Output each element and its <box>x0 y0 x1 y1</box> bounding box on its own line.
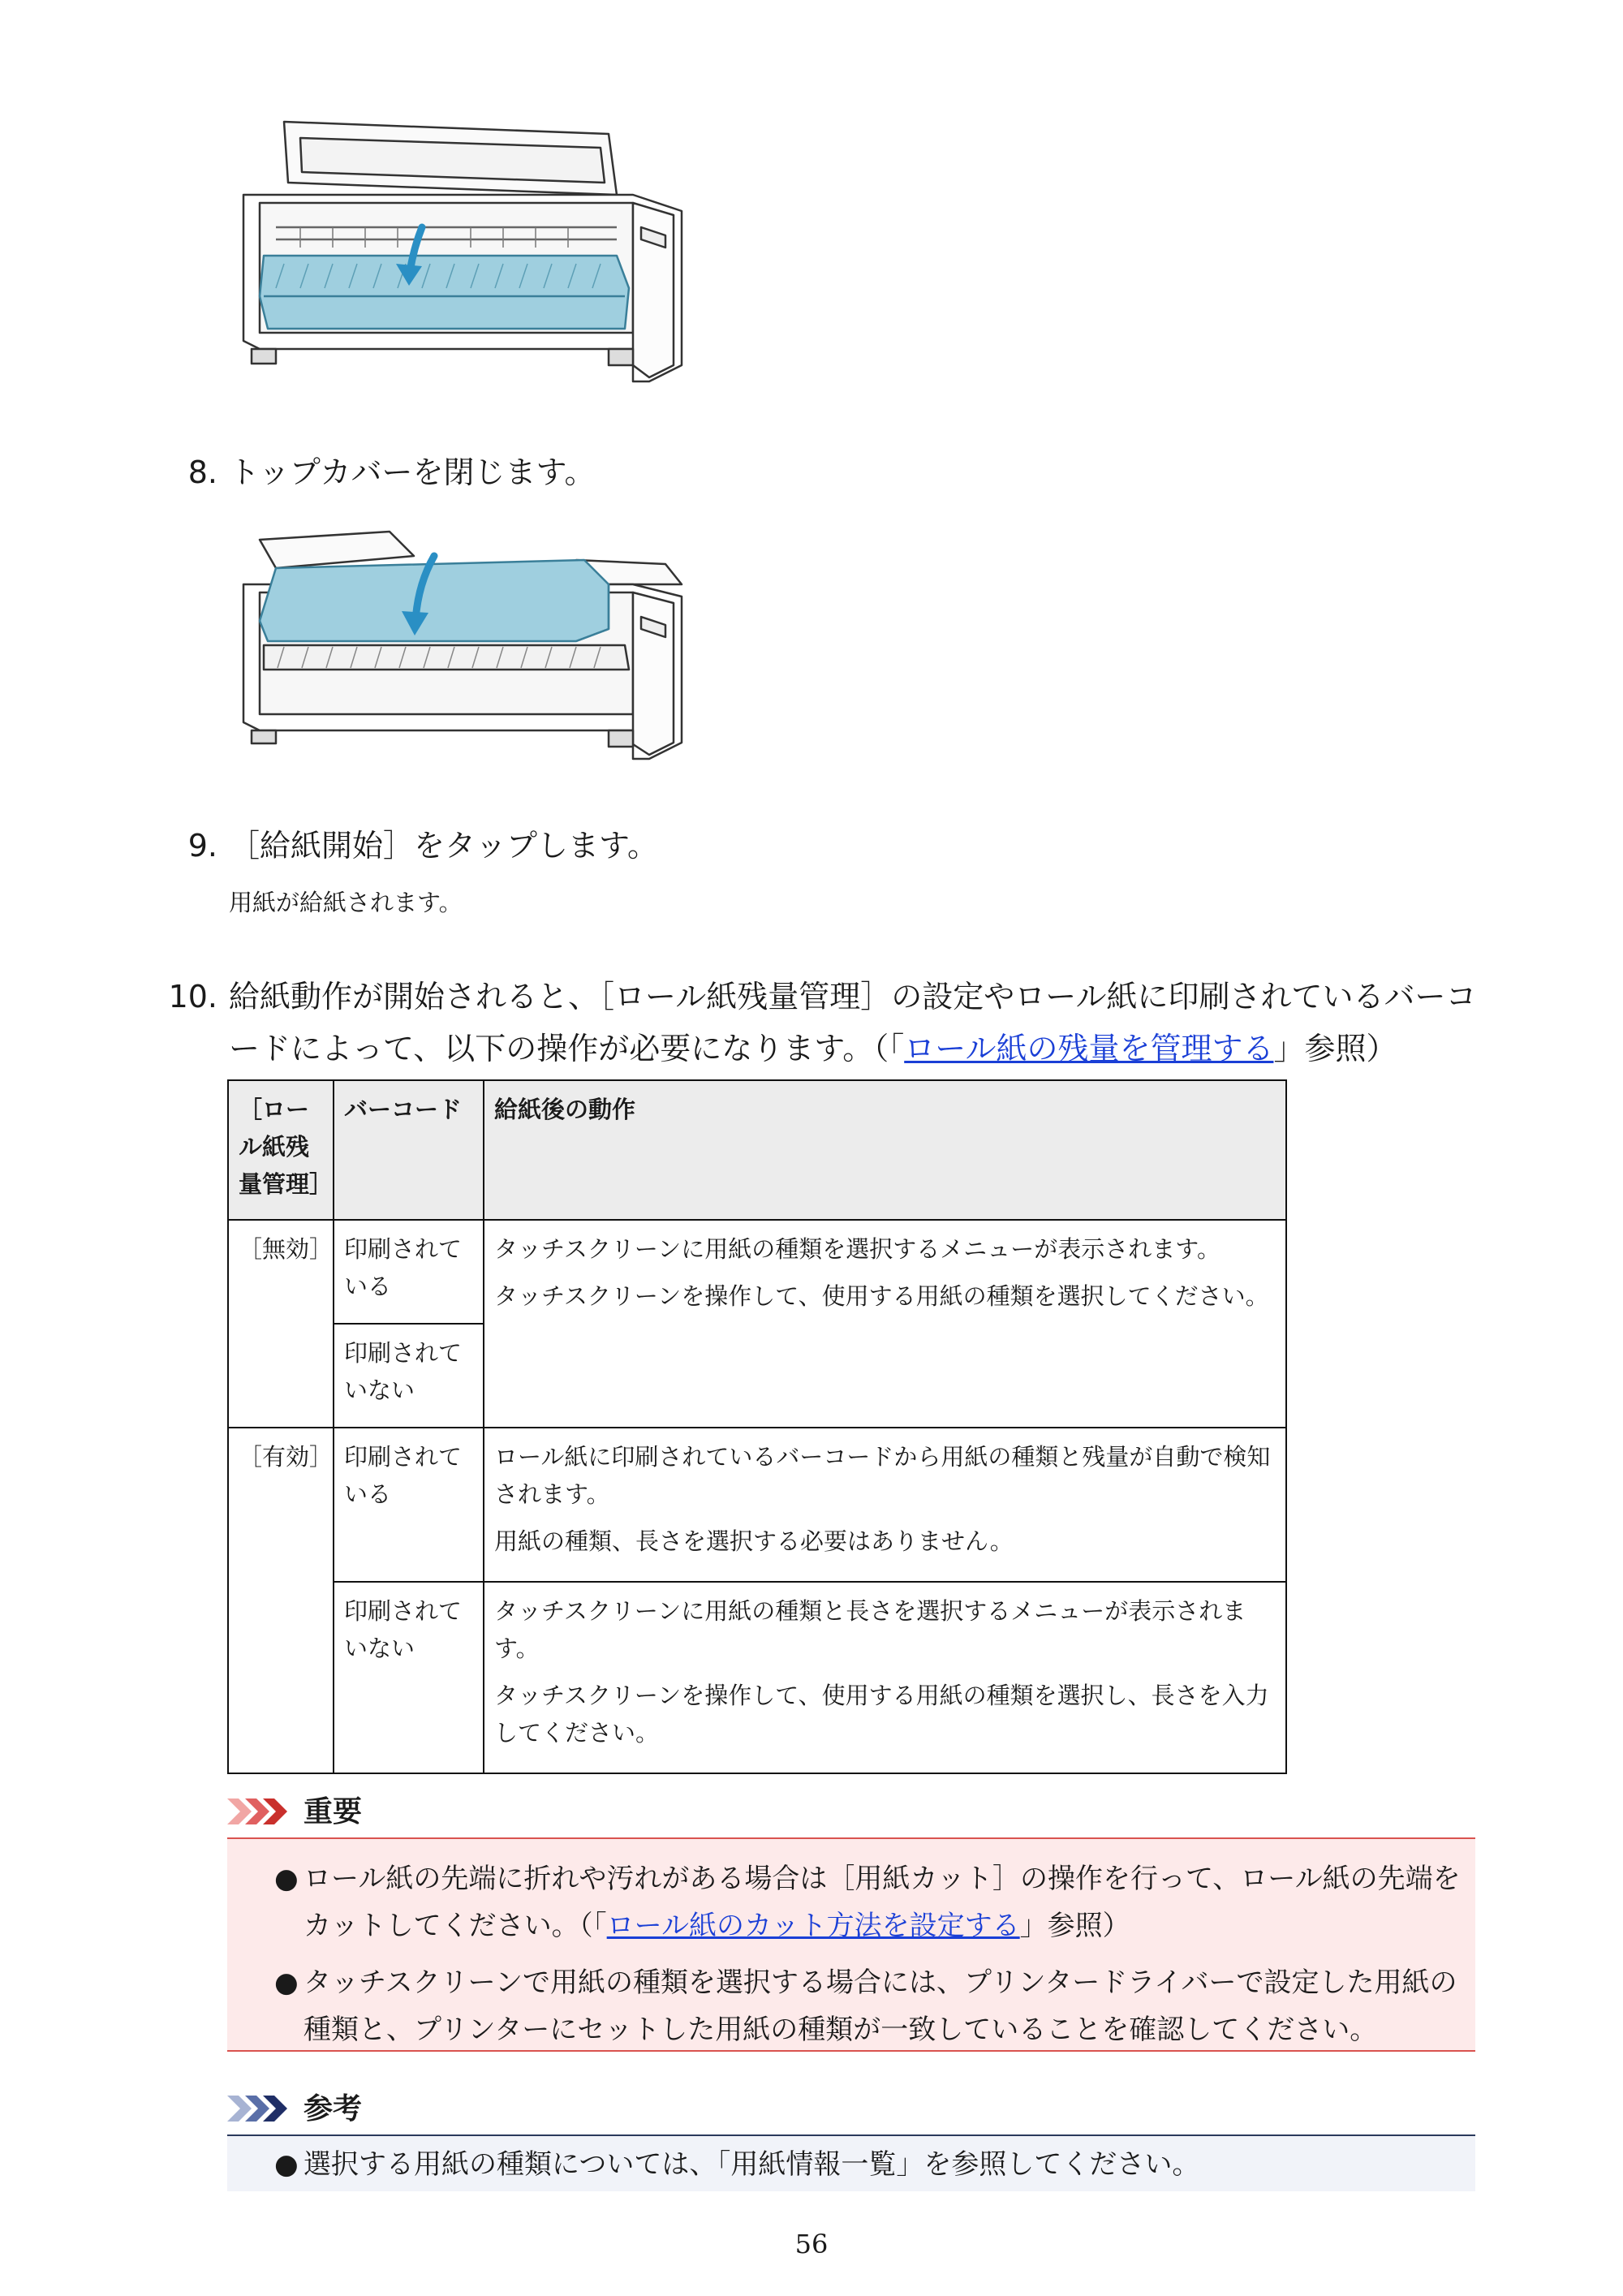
action-text: 用紙の種類、長さを選択する必要はありません。 <box>494 1527 1014 1555</box>
reference-title: 参考 <box>304 2092 363 2126</box>
step-9-note: 用紙が給紙されます。 <box>229 889 463 916</box>
action-text: タッチスクリーンを操作して、使用する用紙の種類を選択してください。 <box>494 1282 1269 1310</box>
page-number: 56 <box>794 2229 829 2259</box>
step-text: ［給紙開始］をタップします。 <box>229 828 658 864</box>
cell-action <box>484 1428 1286 1582</box>
roll-cut-method-link[interactable]: ロール紙のカット方法を設定する <box>606 1910 1020 1942</box>
list-item <box>263 1959 1464 2053</box>
header-action: 給紙後の動作 <box>484 1080 1286 1220</box>
printer-open-cover-illustration <box>227 106 698 390</box>
action-text: タッチスクリーンに用紙の種類と長さを選択するメニューが表示されます。 <box>494 1597 1246 1662</box>
reference-box <box>227 2134 1475 2191</box>
important-list <box>263 1855 1464 2063</box>
table-row <box>228 1582 1286 1773</box>
list-item <box>263 2141 1464 2188</box>
action-text: タッチスクリーンに用紙の種類を選択するメニューが表示されます。 <box>494 1235 1220 1263</box>
action-text: ロール紙に印刷されているバーコードから用紙の種類と残量が自動で検知されます。 <box>494 1443 1271 1508</box>
table-row <box>228 1428 1286 1582</box>
item-text: 選択する用紙の種類については、「用紙情報一覧」を参照してください。 <box>304 2148 1200 2181</box>
cell-action <box>484 1582 1286 1773</box>
cell-barcode: 印刷されている <box>334 1428 484 1582</box>
action-text: タッチスクリーンを操作して、使用する用紙の種類を選択し、長さを入力してください。 <box>494 1682 1269 1747</box>
step-number: 8. <box>187 454 217 490</box>
reference-list <box>263 2141 1464 2198</box>
important-title: 重要 <box>304 1795 363 1829</box>
cell-mgmt-disabled: ［無効］ <box>228 1220 334 1428</box>
printer-close-cover-illustration <box>227 507 698 771</box>
important-chevrons-icon <box>227 1795 302 1828</box>
step-number: 9. <box>187 828 217 864</box>
header-roll-management: ［ロール紙残量管理］ <box>228 1080 334 1220</box>
header-barcode: バーコード <box>334 1080 484 1220</box>
important-box <box>227 1837 1475 2052</box>
step-text-post: 」参照） <box>1273 1031 1397 1066</box>
cell-barcode: 印刷されていない <box>334 1324 484 1428</box>
step-text-line2 <box>229 1023 1495 1075</box>
cell-barcode: 印刷されている <box>334 1220 484 1324</box>
list-item <box>263 1855 1464 1949</box>
table-row <box>228 1220 1286 1324</box>
step-text: トップカバーを閉じます。 <box>229 454 596 490</box>
cell-action <box>484 1220 1286 1428</box>
bullet-icon: ● <box>274 1966 299 1999</box>
item-text: タッチスクリーンで用紙の種類を選択する場合には、プリンタードライバーで設定した用紙の種類と、プリンターにセットした用紙の種類が一致していることを確認してください。 <box>304 1966 1457 2046</box>
reference-chevrons-icon <box>227 2092 302 2125</box>
cell-barcode: 印刷されていない <box>334 1582 484 1773</box>
bullet-icon: ● <box>274 2148 299 2181</box>
bullet-icon: ● <box>274 1863 299 1895</box>
step-text-pre: ードによって、以下の操作が必要になります。（「 <box>229 1031 905 1066</box>
step-number: 10. <box>168 979 217 1014</box>
item-text: ロール紙の先端に折れや汚れがある場合は［用紙カット］の操作を行って、ロール紙の先端をカットしてください。（「 <box>304 1863 1461 1942</box>
feed-operations-table <box>227 1079 1287 1774</box>
table-header-row <box>228 1080 1286 1220</box>
item-text: 」参照） <box>1019 1910 1130 1942</box>
manage-roll-remaining-link[interactable]: ロール紙の残量を管理する <box>904 1031 1274 1066</box>
cell-mgmt-enabled: ［有効］ <box>228 1428 334 1773</box>
step-text-line1: 給紙動作が開始されると、［ロール紙残量管理］の設定やロール紙に印刷されているバーコ <box>229 979 1477 1014</box>
